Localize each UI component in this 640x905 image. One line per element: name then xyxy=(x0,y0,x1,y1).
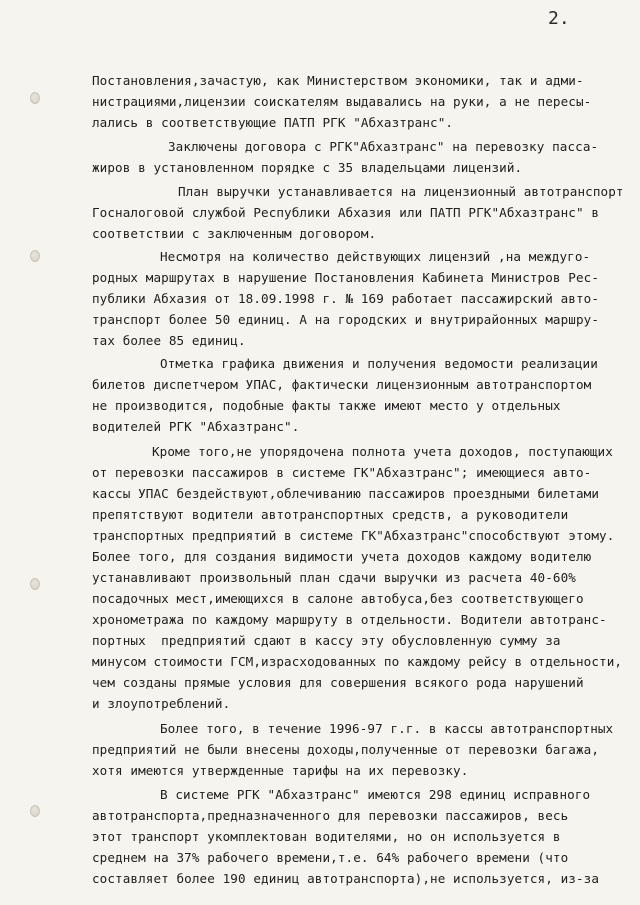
binder-hole-mark xyxy=(30,805,40,817)
text-line: этот транспорт укомплектован водителями, но он используется в xyxy=(92,829,561,844)
text-line: Госналоговой службой Республики Абхазия или ПАТП РГК"Абхазтранс" в xyxy=(92,205,600,220)
text-line: от перевозки пассажиров в системе ГК"Абхазтранс"; имеющиеся авто- xyxy=(92,465,592,480)
text-line: Постановления,зачастую, как Министерством экономики, так и адми- xyxy=(92,73,584,88)
text-line: Более того, для создания видимости учета доходов каждому водителю xyxy=(92,549,592,564)
text-line: соответствии с заключенным договором. xyxy=(92,226,377,241)
text-line: лались в соответствующие ПАТП РГК "Абхазтранс". xyxy=(92,115,454,130)
text-line: посадочных мест,имеющихся в салоне автобуса,без соответствующего xyxy=(92,591,584,606)
text-line: не производится, подобные факты также имеют место у отдельных xyxy=(92,398,561,413)
text-line: Отметка графика движения и получения ведомости реализации xyxy=(160,356,598,371)
binder-hole-mark xyxy=(30,92,40,104)
text-line: автотранспорта,предназначенного для перевозки пассажиров, весь xyxy=(92,808,569,823)
text-line: водителей РГК "Абхазтранс". xyxy=(92,419,300,434)
text-line: Заключены договора с РГК"Абхазтранс" на перевозку пасса- xyxy=(168,139,599,154)
text-line: План выручки устанавливается на лицензионный автотранспорт xyxy=(178,184,624,199)
text-line: родных маршрутах в нарушение Постановления Кабинета Министров Рес- xyxy=(92,270,600,285)
text-line: В системе РГК "Абхазтранс" имеются 298 единиц исправного xyxy=(160,787,591,802)
text-line: среднем на 37% рабочего времени,т.е. 64% рабочего времени (что xyxy=(92,850,569,865)
text-line: чем созданы прямые условия для совершения всякого рода нарушений xyxy=(92,675,584,690)
text-line: хронометража по каждому маршруту в отдельности. Водители автотранс- xyxy=(92,612,607,627)
text-line: билетов диспетчером УПАС, фактически лицензионным автотранспортом xyxy=(92,377,592,392)
text-line: предприятий не были внесены доходы,полученные от перевозки багажа, xyxy=(92,742,600,757)
text-line: нистрациями,лицензии соискателям выдавались на руки, а не пересы- xyxy=(92,94,592,109)
text-line: портных предприятий сдают в кассу эту обусловленную сумму за xyxy=(92,633,561,648)
text-line: транспортных предприятий в системе ГК"Абхазтранс"способствуют этому. xyxy=(92,528,615,543)
text-line: устанавливают произвольный план сдачи выручки из расчета 40-60% xyxy=(92,570,576,585)
binder-hole-mark xyxy=(30,578,40,590)
page-number: 2. xyxy=(548,8,570,29)
text-line: препятствуют водители автотранспортных средств, а руководители xyxy=(92,507,569,522)
text-line: хотя имеются утвержденные тарифы на их перевозку. xyxy=(92,763,469,778)
text-line: тах более 85 единиц. xyxy=(92,333,246,348)
text-line: жиров в установленном порядке с 35 владельцами лицензий. xyxy=(92,160,523,175)
text-line: Кроме того,не упорядочена полнота учета доходов, поступающих xyxy=(152,444,613,459)
text-line: Несмотря на количество действующих лицензий ,на междуго- xyxy=(160,249,591,264)
text-line: публики Абхазия от 18.09.1998 г. № 169 работает пассажирский авто- xyxy=(92,291,600,306)
text-line: минусом стоимости ГСМ,израсходованных по каждому рейсу в отдельности, xyxy=(92,654,623,669)
binder-hole-mark xyxy=(30,250,40,262)
text-line: составляет более 190 единиц автотранспорта),не используется, из-за xyxy=(92,871,600,886)
text-line: транспорт более 50 единиц. А на городских и внутрирайонных маршру- xyxy=(92,312,600,327)
text-line: и злоупотреблений. xyxy=(92,696,231,711)
text-line: Более того, в течение 1996-97 г.г. в кассы автотранспортных xyxy=(160,721,614,736)
text-line: кассы УПАС бездействуют,облечиванию пассажиров проездными билетами xyxy=(92,486,600,501)
